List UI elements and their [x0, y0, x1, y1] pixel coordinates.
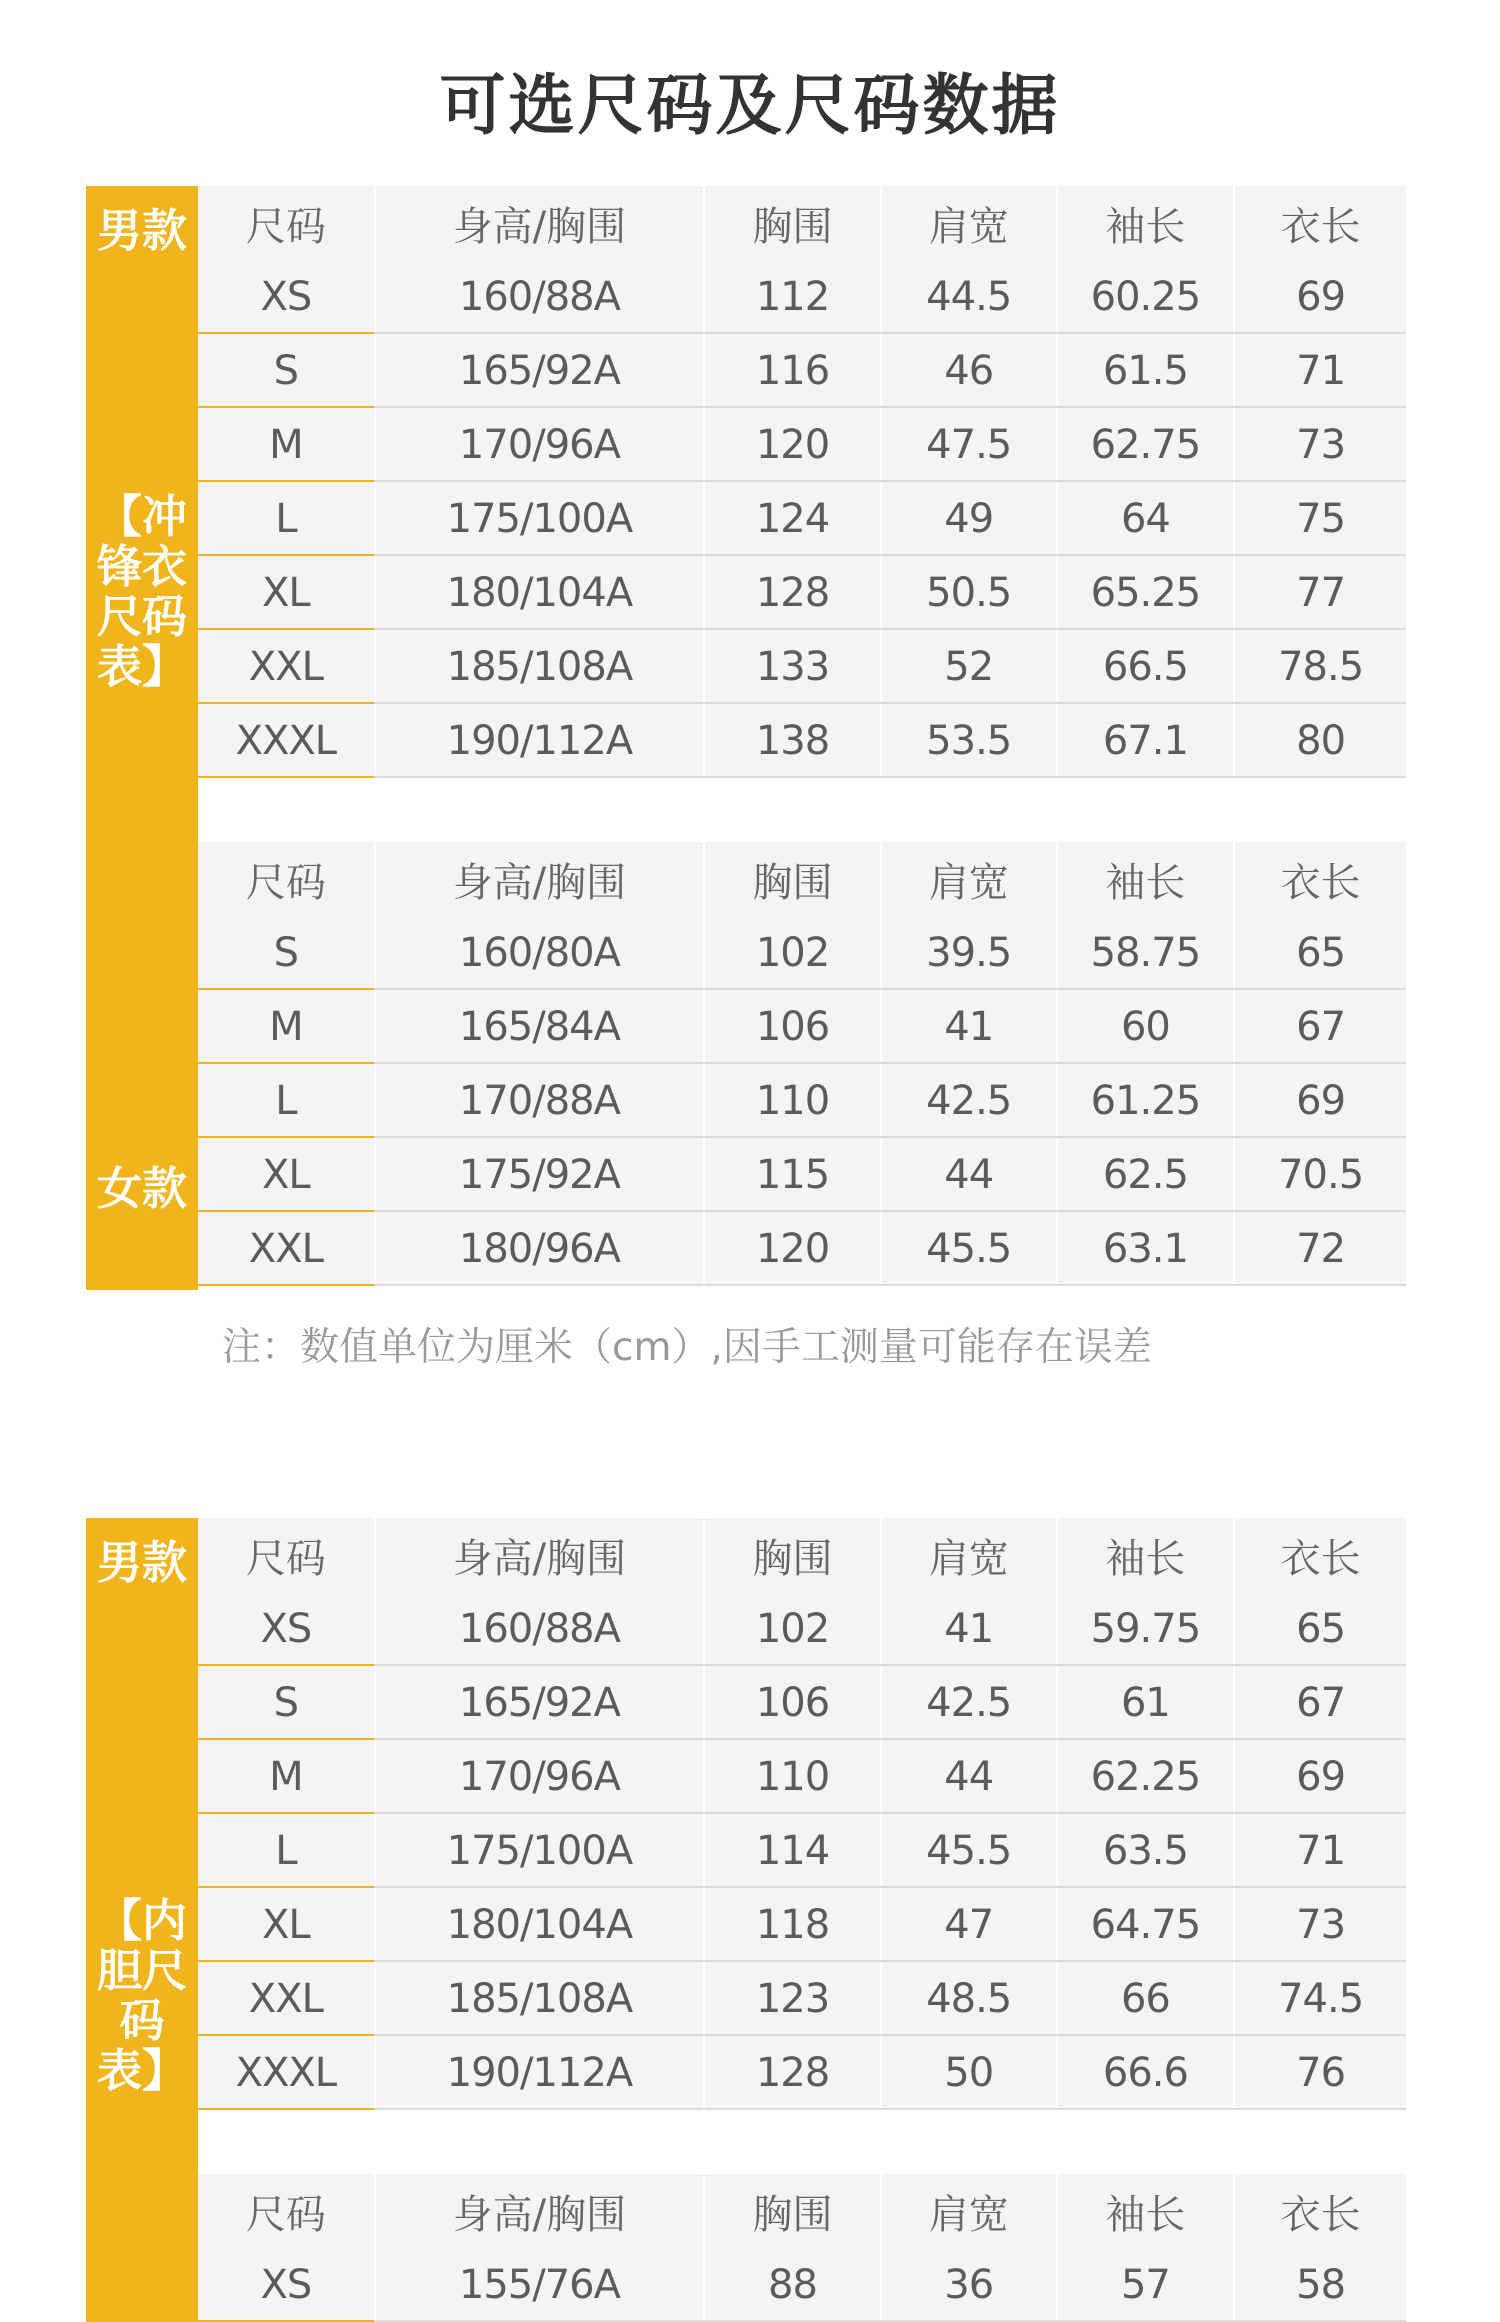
table-row: [198, 2248, 1406, 2322]
cell-chest: 133: [705, 630, 880, 704]
cell-shoulder: 49: [882, 482, 1056, 556]
cell-shoulder: 50.5: [882, 556, 1056, 630]
table-row: [198, 1138, 1406, 1212]
jacket-chart-label: 【冲锋衣尺码表】: [96, 490, 187, 693]
header-sleeve: 袖长: [1058, 186, 1234, 260]
table-row: [198, 1888, 1406, 1962]
cell-length: 75: [1235, 482, 1406, 556]
cell-sleeve: 62.25: [1058, 1740, 1234, 1814]
cell-chest: 114: [705, 1814, 880, 1888]
cell-shoulder: 42.5: [882, 1666, 1056, 1740]
jacket-female-table: [198, 842, 1406, 1286]
cell-shoulder: 47.5: [882, 408, 1056, 482]
cell-shoulder: 45.5: [882, 1212, 1056, 1286]
cell-length: 80: [1235, 704, 1406, 778]
cell-sleeve: 60.25: [1058, 260, 1234, 334]
cell-sleeve: 63.5: [1058, 1814, 1234, 1888]
table-header: [198, 842, 1406, 916]
cell-size: XS: [198, 2248, 374, 2322]
cell-size: S: [198, 334, 374, 408]
header-length: 衣长: [1235, 186, 1406, 260]
liner-sidebar: [86, 1518, 198, 2322]
cell-chest: 128: [705, 556, 880, 630]
liner-male-label: 男款: [96, 1536, 187, 1589]
cell-size: XS: [198, 1592, 374, 1666]
cell-sleeve: 64.75: [1058, 1888, 1234, 1962]
table-row: [198, 704, 1406, 778]
cell-size: XXXL: [198, 704, 374, 778]
table-row: [198, 1962, 1406, 2036]
cell-length: 69: [1235, 1740, 1406, 1814]
cell-size: L: [198, 1814, 374, 1888]
cell-chest: 106: [705, 1666, 880, 1740]
cell-height-chest: 165/92A: [376, 334, 703, 408]
cell-sleeve: 62.75: [1058, 408, 1234, 482]
table-row: [198, 2036, 1406, 2110]
liner-size-chart: [86, 1518, 1406, 2322]
cell-sleeve: 61.25: [1058, 1064, 1234, 1138]
jacket-male-table: [198, 186, 1406, 778]
cell-shoulder: 48.5: [882, 1962, 1056, 2036]
cell-sleeve: 61.5: [1058, 334, 1234, 408]
table-body: [198, 1592, 1406, 2110]
cell-length: 65: [1235, 1592, 1406, 1666]
cell-chest: 124: [705, 482, 880, 556]
table-row: [198, 260, 1406, 334]
header-chest: 胸围: [705, 842, 880, 916]
table-row: [198, 1592, 1406, 1666]
cell-sleeve: 57: [1058, 2248, 1234, 2322]
cell-sleeve: 60: [1058, 990, 1234, 1064]
cell-chest: 102: [705, 1592, 880, 1666]
header-shoulder: 肩宽: [882, 842, 1056, 916]
cell-chest: 102: [705, 916, 880, 990]
cell-shoulder: 50: [882, 2036, 1056, 2110]
cell-size: M: [198, 408, 374, 482]
cell-length: 71: [1235, 1814, 1406, 1888]
table-header: [198, 1518, 1406, 1592]
cell-length: 58: [1235, 2248, 1406, 2322]
cell-length: 67: [1235, 990, 1406, 1064]
cell-shoulder: 44: [882, 1740, 1056, 1814]
cell-height-chest: 165/92A: [376, 1666, 703, 1740]
cell-shoulder: 42.5: [882, 1064, 1056, 1138]
header-size: 尺码: [198, 2174, 374, 2248]
table-row: [198, 630, 1406, 704]
table-body: [198, 916, 1406, 1286]
cell-sleeve: 59.75: [1058, 1592, 1234, 1666]
cell-chest: 106: [705, 990, 880, 1064]
cell-length: 73: [1235, 1888, 1406, 1962]
header-sleeve: 袖长: [1058, 842, 1234, 916]
header-sleeve: 袖长: [1058, 2174, 1234, 2248]
cell-size: M: [198, 990, 374, 1064]
jacket-female-label: 女款: [96, 1162, 187, 1215]
cell-chest: 112: [705, 260, 880, 334]
cell-height-chest: 185/108A: [376, 630, 703, 704]
cell-height-chest: 180/104A: [376, 556, 703, 630]
cell-length: 73: [1235, 408, 1406, 482]
cell-length: 72: [1235, 1212, 1406, 1286]
cell-shoulder: 47: [882, 1888, 1056, 1962]
header-height-chest: 身高/胸围: [376, 842, 703, 916]
header-chest: 胸围: [705, 2174, 880, 2248]
cell-shoulder: 46: [882, 334, 1056, 408]
table-row: [198, 1740, 1406, 1814]
cell-length: 76: [1235, 2036, 1406, 2110]
cell-sleeve: 67.1: [1058, 704, 1234, 778]
cell-height-chest: 170/96A: [376, 408, 703, 482]
cell-size: XL: [198, 556, 374, 630]
table-header: [198, 2174, 1406, 2248]
cell-height-chest: 170/88A: [376, 1064, 703, 1138]
cell-shoulder: 41: [882, 1592, 1056, 1666]
liner-chart-label: 【内胆尺码表】: [96, 1894, 187, 2097]
page-title: 可选尺码及尺码数据: [439, 67, 1061, 144]
cell-shoulder: 52: [882, 630, 1056, 704]
cell-height-chest: 180/104A: [376, 1888, 703, 1962]
cell-sleeve: 63.1: [1058, 1212, 1234, 1286]
cell-size: L: [198, 1064, 374, 1138]
header-size: 尺码: [198, 1518, 374, 1592]
cell-shoulder: 53.5: [882, 704, 1056, 778]
table-body: [198, 260, 1406, 778]
cell-sleeve: 61: [1058, 1666, 1234, 1740]
cell-height-chest: 190/112A: [376, 704, 703, 778]
header-shoulder: 肩宽: [882, 1518, 1056, 1592]
cell-length: 77: [1235, 556, 1406, 630]
cell-sleeve: 62.5: [1058, 1138, 1234, 1212]
cell-chest: 123: [705, 1962, 880, 2036]
cell-shoulder: 41: [882, 990, 1056, 1064]
cell-size: S: [198, 1666, 374, 1740]
jacket-male-label: 男款: [96, 204, 187, 257]
header-chest: 胸围: [705, 1518, 880, 1592]
header-height-chest: 身高/胸围: [376, 2174, 703, 2248]
cell-shoulder: 36: [882, 2248, 1056, 2322]
jacket-size-chart: [86, 186, 1406, 1290]
cell-length: 78.5: [1235, 630, 1406, 704]
header-sleeve: 袖长: [1058, 1518, 1234, 1592]
table-row: [198, 1666, 1406, 1740]
header-height-chest: 身高/胸围: [376, 186, 703, 260]
cell-chest: 120: [705, 1212, 880, 1286]
cell-chest: 110: [705, 1064, 880, 1138]
cell-height-chest: 160/80A: [376, 916, 703, 990]
cell-chest: 115: [705, 1138, 880, 1212]
header-chest: 胸围: [705, 186, 880, 260]
cell-height-chest: 170/96A: [376, 1740, 703, 1814]
cell-height-chest: 155/76A: [376, 2248, 703, 2322]
cell-size: XXXL: [198, 2036, 374, 2110]
cell-height-chest: 175/100A: [376, 1814, 703, 1888]
cell-sleeve: 65.25: [1058, 556, 1234, 630]
jacket-sidebar: [86, 186, 198, 1290]
table-row: [198, 1064, 1406, 1138]
cell-shoulder: 39.5: [882, 916, 1056, 990]
cell-length: 67: [1235, 1666, 1406, 1740]
cell-chest: 118: [705, 1888, 880, 1962]
cell-sleeve: 66.6: [1058, 2036, 1234, 2110]
cell-size: L: [198, 482, 374, 556]
cell-shoulder: 45.5: [882, 1814, 1056, 1888]
cell-height-chest: 185/108A: [376, 1962, 703, 2036]
table-body: [198, 2248, 1406, 2322]
cell-size: XXL: [198, 630, 374, 704]
cell-length: 65: [1235, 916, 1406, 990]
cell-height-chest: 180/96A: [376, 1212, 703, 1286]
unit-note: 注：数值单位为厘米（cm）,因手工测量可能存在误差: [222, 1325, 1152, 1370]
cell-chest: 88: [705, 2248, 880, 2322]
cell-size: XS: [198, 260, 374, 334]
table-row: [198, 556, 1406, 630]
cell-chest: 120: [705, 408, 880, 482]
header-length: 衣长: [1235, 1518, 1406, 1592]
cell-sleeve: 58.75: [1058, 916, 1234, 990]
cell-height-chest: 190/112A: [376, 2036, 703, 2110]
cell-size: M: [198, 1740, 374, 1814]
cell-size: XXL: [198, 1212, 374, 1286]
cell-height-chest: 175/92A: [376, 1138, 703, 1212]
cell-sleeve: 66.5: [1058, 630, 1234, 704]
table-row: [198, 482, 1406, 556]
cell-height-chest: 165/84A: [376, 990, 703, 1064]
cell-length: 74.5: [1235, 1962, 1406, 2036]
cell-chest: 138: [705, 704, 880, 778]
cell-length: 71: [1235, 334, 1406, 408]
table-row: [198, 990, 1406, 1064]
cell-size: S: [198, 916, 374, 990]
cell-chest: 110: [705, 1740, 880, 1814]
table-row: [198, 1814, 1406, 1888]
header-length: 衣长: [1235, 842, 1406, 916]
cell-length: 70.5: [1235, 1138, 1406, 1212]
cell-length: 69: [1235, 260, 1406, 334]
header-shoulder: 肩宽: [882, 186, 1056, 260]
table-header: [198, 186, 1406, 260]
header-shoulder: 肩宽: [882, 2174, 1056, 2248]
table-row: [198, 1212, 1406, 1286]
liner-male-table: [198, 1518, 1406, 2110]
cell-chest: 128: [705, 2036, 880, 2110]
header-height-chest: 身高/胸围: [376, 1518, 703, 1592]
cell-size: XXL: [198, 1962, 374, 2036]
header-size: 尺码: [198, 186, 374, 260]
liner-female-table: [198, 2174, 1406, 2322]
cell-height-chest: 175/100A: [376, 482, 703, 556]
cell-shoulder: 44.5: [882, 260, 1056, 334]
cell-height-chest: 160/88A: [376, 1592, 703, 1666]
cell-sleeve: 64: [1058, 482, 1234, 556]
cell-size: XL: [198, 1888, 374, 1962]
table-row: [198, 334, 1406, 408]
cell-length: 69: [1235, 1064, 1406, 1138]
header-size: 尺码: [198, 842, 374, 916]
cell-height-chest: 160/88A: [376, 260, 703, 334]
table-row: [198, 408, 1406, 482]
header-length: 衣长: [1235, 2174, 1406, 2248]
cell-chest: 116: [705, 334, 880, 408]
cell-size: XL: [198, 1138, 374, 1212]
table-row: [198, 916, 1406, 990]
cell-shoulder: 44: [882, 1138, 1056, 1212]
cell-sleeve: 66: [1058, 1962, 1234, 2036]
